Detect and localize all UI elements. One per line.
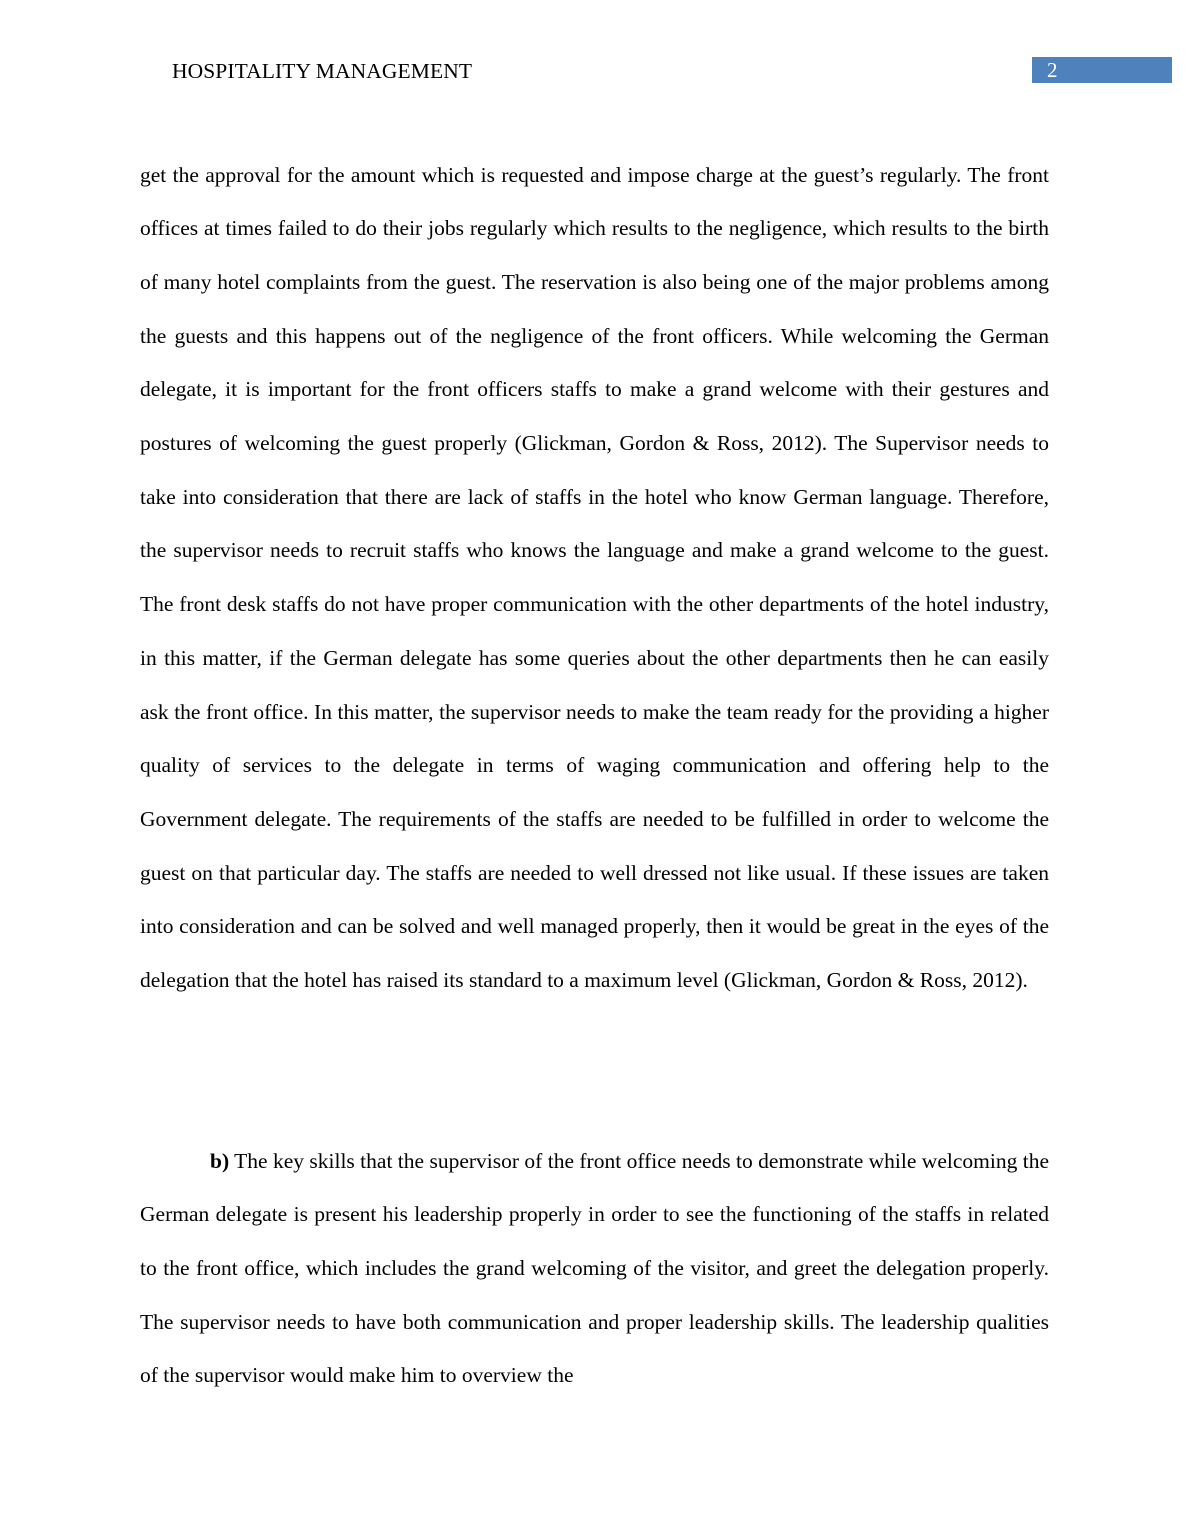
paragraph-2-label: b) xyxy=(210,1148,230,1173)
body-paragraph-2 xyxy=(140,1135,1049,1404)
paragraph-2-text: The key skills that the supervisor of the front office needs to demonstrate while welcoming the German delegate is present his leadership properly in order to see the functioning of the staffs in related to the front office, which includes the grand welcoming of the visitor, and greet the delegation properly. The supervisor needs to have both communication and proper leadership skills. The leadership qualities of the supervisor would make him to overview the xyxy=(140,1148,1049,1388)
page-number: 2 xyxy=(1047,58,1058,82)
body-paragraph-1: get the approval for the amount which is requested and impose charge at the guest’s regularly. The front offices at times failed to do their jobs regularly which results to the negligence, which results to the birth of many hotel complaints from the guest. The reservation is also being one of the major problems among the guests and this happens out of the negligence of the front officers. While welcoming the German delegate, it is important for the front officers staffs to make a grand welcome with their gestures and postures of welcoming the guest properly (Glickman, Gordon & Ross, 2012). The Supervisor needs to take into consideration that there are lack of staffs in the hotel who know German language. Therefore, the supervisor needs to recruit staffs who knows the language and make a grand welcome to the guest. The front desk staffs do not have proper communication with the other departments of the hotel industry, in this matter, if the German delegate has some queries about the other departments then he can easily ask the front office. In this matter, the supervisor needs to make the team ready for the providing a higher quality of services to the delegate in terms of waging communication and offering help to the Government delegate. The requirements of the staffs are needed to be fulfilled in order to welcome the guest on that particular day. The staffs are needed to well dressed not like usual. If these issues are taken into consideration and can be solved and well managed properly, then it would be great in the eyes of the delegation that the hotel has raised its standard to a maximum level (Glickman, Gordon & Ross, 2012). xyxy=(140,162,1049,993)
running-header-title: HOSPITALITY MANAGEMENT xyxy=(172,59,473,83)
page-number-box xyxy=(1032,57,1172,83)
